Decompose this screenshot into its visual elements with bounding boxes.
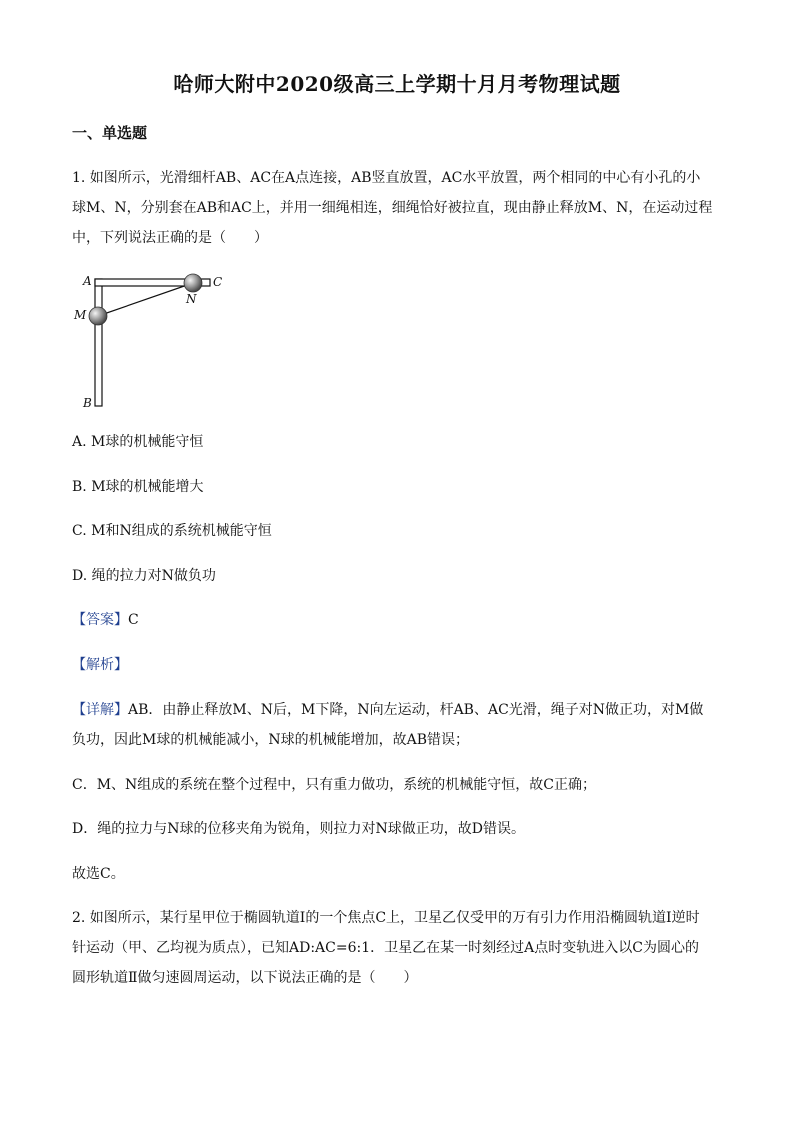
q1-stem-line-2: 球M、N，分别套在AB和AC上，并用一细绳相连，细绳恰好被拉直，现由静止释放M、N，在运动过程 <box>72 200 713 216</box>
q2-stem-line-1: 2. 如图所示，某行星甲位于椭圆轨道Ⅰ的一个焦点C上，卫星乙仅受甲的万有引力作用沿椭圆轨道Ⅰ逆时 <box>72 910 700 926</box>
label-b: B <box>83 396 92 410</box>
q1-conclusion: 故选C。 <box>72 866 125 882</box>
q1-detail-line-1 <box>72 700 724 720</box>
q1-option-c: C. M和N组成的系统机械能守恒 <box>72 523 272 539</box>
q1-detail-c: C．M、N组成的系统在整个过程中，只有重力做功，系统的机械能守恒，故C正确； <box>72 777 597 793</box>
q1-detail-line-2: 负功，因此M球的机械能减小，N球的机械能增加，故AB错误； <box>72 732 469 748</box>
answer-tag: 【答案】 <box>72 612 128 628</box>
ball-n <box>184 274 202 292</box>
section-heading: 一、单选题 <box>72 124 148 142</box>
q1-option-a: A. M球的机械能守恒 <box>72 434 204 450</box>
page-title: 哈师大附中2020级高三上学期十月月考物理试题 <box>173 72 621 96</box>
string-mn <box>98 283 193 316</box>
q2-stem-line-2: 针运动（甲、乙均视为质点），已知AD:AC=6:1．卫星乙在某一时刻经过A点时变轨进入以C为圆心的 <box>72 940 699 956</box>
label-c: C <box>213 275 223 289</box>
q1-figure <box>72 266 232 416</box>
detail-text-1: AB．由静止释放M、N后，M下降，N向左运动，杆AB、AC光滑，绳子对N做正功，对M做 <box>128 702 704 718</box>
analysis-tag: 【解析】 <box>72 657 128 673</box>
label-n: N <box>186 292 197 306</box>
q1-stem-line-3: 中，下列说法正确的是（ ） <box>72 230 268 246</box>
ball-m <box>89 307 107 325</box>
q1-stem-line-1: 1. 如图所示，光滑细杆AB、AC在A点连接，AB竖直放置，AC水平放置，两个相同的中心有小孔的小 <box>72 170 701 186</box>
label-m: M <box>74 308 87 322</box>
q1-detail-d: D．绳的拉力与N球的位移夹角为锐角，则拉力对N球做正功，故D错误。 <box>72 821 525 837</box>
q2-stem-line-3: 圆形轨道Ⅱ做匀速圆周运动，以下说法正确的是（ ） <box>72 970 418 986</box>
q1-option-b: B. M球的机械能增大 <box>72 479 204 495</box>
label-a: A <box>83 274 92 288</box>
q1-answer <box>72 610 724 630</box>
q1-option-d: D. 绳的拉力对N做负功 <box>72 568 216 584</box>
rod-ab <box>95 279 102 406</box>
detail-tag: 【详解】 <box>72 702 128 718</box>
answer-value: C <box>128 612 139 628</box>
q1-analysis-tag <box>72 655 724 675</box>
